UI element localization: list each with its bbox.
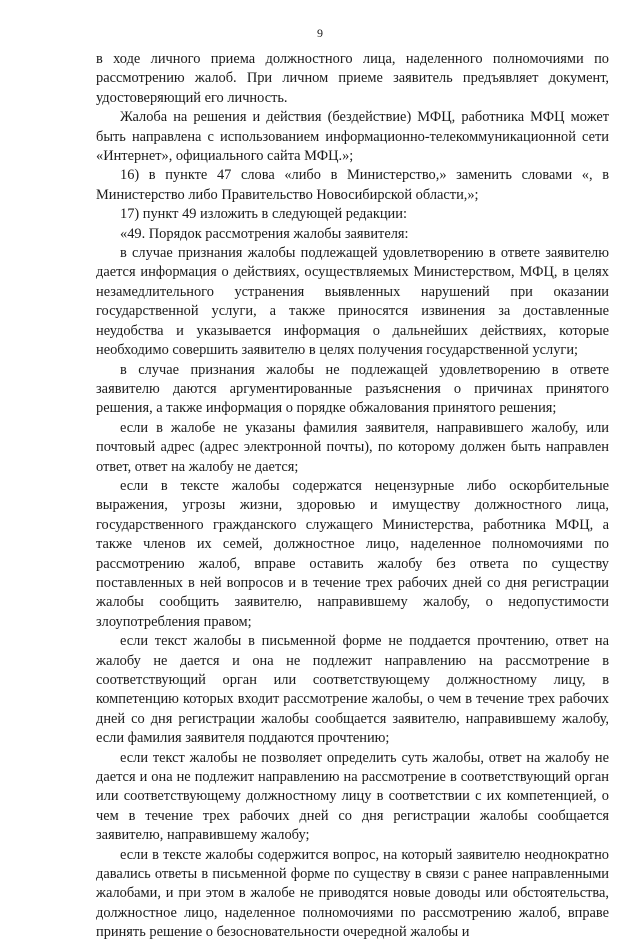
document-body bbox=[96, 50, 609, 943]
paragraph: если текст жалобы не позволяет определить суть жалобы, ответ на жалобу не дается и она не подлежит направлению на рассмотрение в соответствующий орган или соответствующему должностному лицу в соответствии с их компетенцией, о чем в течение трех рабочих дней со дня регистрации жалобы сообщается заявителю, направившему жалобу; bbox=[96, 749, 609, 844]
paragraph: в случае признания жалобы подлежащей удовлетворению в ответе заявителю дается информация о действиях, осуществляемых Министерством, МФЦ, в целях незамедлительного устранения выявленных нарушений при оказании государственной услуги, а также приносятся извинения за доставленные неудобства и указывается информация о дальнейших действиях, которые необходимо совершить заявителю в целях получения государственной услуги; bbox=[96, 245, 609, 359]
page-number: 9 bbox=[317, 26, 323, 40]
paragraph: если в тексте жалобы содержатся нецензурные либо оскорбительные выражения, угрозы жизни, здоровью и имуществу должностного лица, государственного гражданского служащего Министерства, работника МФЦ, а также членов их семей, должностное лицо, наделенное полномочиями по рассмотрению жалоб, вправе оставить жалобу без ответа по существу поставленных в ней вопросов и в течение трех рабочих дней со дня регистрации жалобы сообщить заявителю, направившему жалобу, о недопустимости злоупотребления правом; bbox=[96, 477, 609, 630]
paragraph: Жалоба на решения и действия (бездействие) МФЦ, работника МФЦ может быть направлена с использованием информационно-телекоммуникационной сети «Интернет», официального сайта МФЦ.»; bbox=[96, 109, 609, 165]
paragraph: в ходе личного приема должностного лица, наделенного полномочиями по рассмотрению жалоб. При личном приеме заявитель предъявляет документ, удостоверяющий его личность. bbox=[96, 51, 609, 106]
paragraph: если в тексте жалобы содержится вопрос, на который заявителю неоднократно давались ответы в письменной форме по существу в связи с ранее направленными жалобами, и при этом в жалобе не приводятся новые доводы или обстоятельства, должностное лицо, наделенное полномочиями по рассмотрению жалоб, вправе принять решение о безосновательности очередной жалобы и bbox=[96, 846, 609, 941]
paragraph: «49. Порядок рассмотрения жалобы заявителя: bbox=[120, 225, 409, 242]
paragraph: в случае признания жалобы не подлежащей удовлетворению в ответе заявителю даются аргументированные разъяснения о причинах принятого решения, а также информация о порядке обжалования принятого решения; bbox=[96, 361, 609, 417]
paragraph: если в жалобе не указаны фамилия заявителя, направившего жалобу, или почтовый адрес (адрес электронной почты), по которому должен быть направлен ответ, ответ на жалобу не дается; bbox=[96, 419, 609, 475]
paragraph: 16) в пункте 47 слова «либо в Министерство,» заменить словами «, в Министерство либо Правительство Новосибирской области,»; bbox=[96, 167, 609, 203]
paragraph: если текст жалобы в письменной форме не поддается прочтению, ответ на жалобу не дается и она не подлежит направлению на рассмотрение в соответствующий орган или соответствующему должностному лицу, в компетенцию которых входит рассмотрение жалобы, о чем в течение трех рабочих дней со дня регистрации жалобы сообщается заявителю, направившему жалобу, если фамилия заявителя поддаются прочтению; bbox=[96, 633, 609, 747]
paragraph: 17) пункт 49 изложить в следующей редакции: bbox=[120, 206, 407, 223]
